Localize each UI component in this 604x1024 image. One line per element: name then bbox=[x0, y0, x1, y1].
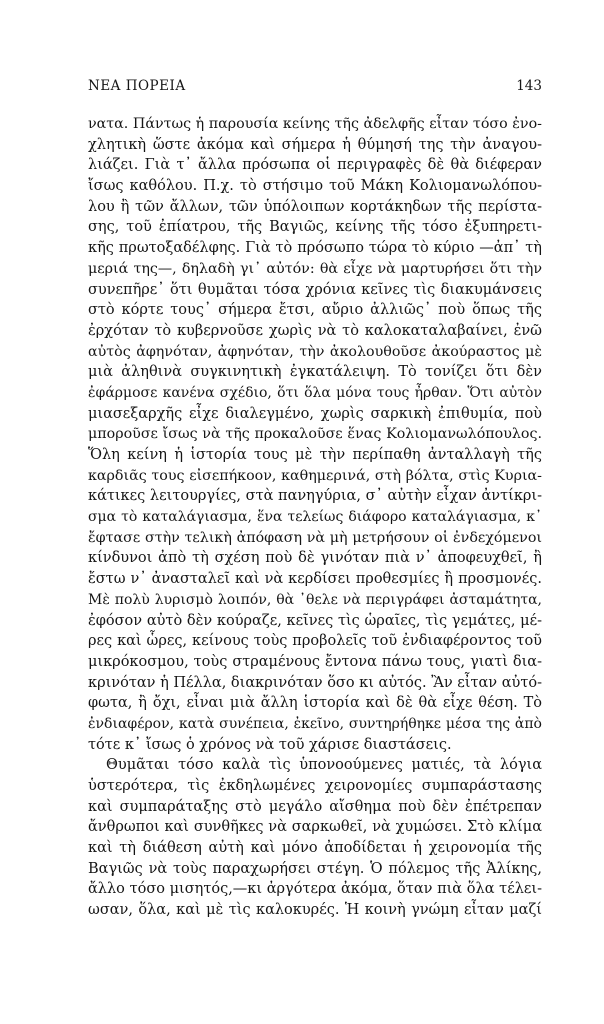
text-line: κῆς πρωτοξαδέλφης. Γιὰ τὸ πρόσωπο τώρα τὸ κύριο —ἀπ᾿ τὴ bbox=[88, 240, 542, 257]
text-line: ἔφτασε στὴν τελικὴ ἀπόφαση νὰ μὴ μετρήσουν οἱ ἐνδεχόμενοι bbox=[88, 529, 542, 546]
text-line: Βαγιῶς νὰ τοὺς παραχωρήσει στέγη. Ὁ πόλεμος τῆς Ἀλίκης, bbox=[88, 860, 542, 877]
text-line: φωτα, ἢ ὄχι, εἶναι μιὰ ἄλλη ἱστορία καὶ δὲ θὰ εἶχε θέση. Τὸ bbox=[88, 695, 542, 712]
text-line: ἔστω ν᾿ ἀνασταλεῖ καὶ νὰ κερδίσει προθεσμίες ἢ προσμονές. bbox=[88, 571, 542, 588]
text-line: κάτικες λειτουργίες, στὰ πανηγύρια, σ᾿ αὐτὴν εἶχαν ἀντίκρι- bbox=[88, 488, 542, 505]
text-line: ἐφάρμοσε κανένα σχέδιο, ὅτι ὅλα μόνα τους ἦρθαν. Ὅτι αὐτὸν bbox=[88, 384, 542, 401]
running-title: ΝΕΑ ΠΟΡΕΙΑ bbox=[88, 78, 186, 94]
body-text bbox=[88, 114, 542, 921]
text-line: στὸ κόρτε τους᾿ σήμερα ἔτσι, αὔριο ἀλλιῶς᾿ ποὺ ὅπως τῆς bbox=[88, 302, 542, 319]
text-line: ωσαν, ὅλα, καὶ μὲ τὶς καλοκυρές. Ἡ κοινὴ γνώμη εἶταν μαζί bbox=[88, 902, 542, 919]
text-line: σμα τὸ καταλάγιασμα, ἕνα τελείως διάφορο καταλάγιασμα, κ᾿ bbox=[88, 509, 542, 526]
text-line: ἐφόσον αὐτὸ δὲν κούραζε, κεῖνες τὶς ὡραῖες, τὶς γεμάτες, μέ- bbox=[88, 612, 542, 629]
text-line: νατα. Πάντως ἡ παρουσία κείνης τῆς ἀδελφῆς εἶταν τόσο ἐνο- bbox=[88, 116, 542, 132]
text-line: καρδιᾶς τους εἰσεπήκοον, καθημερινά, στὴ βόλτα, στὶς Κυρια- bbox=[88, 467, 542, 484]
text-line: ὑστερότερα, τὶς ἐκδηλωμένες χειρονομίες συμπαράστασης bbox=[88, 778, 542, 794]
text-line: ἐρχόταν τὸ κυβερνοῦσε χωρὶς νὰ τὸ καλοκαταλαβαίνει, ἐνῶ bbox=[88, 322, 542, 339]
text-line: κρινόταν ἡ Πέλλα, διακρινόταν ὅσο κι αὐτός. Ἂν εἶταν αὐτό- bbox=[88, 674, 542, 691]
text-line: κίνδυνοι ἀπὸ τὴ σχέση ποὺ δὲ γινόταν πιὰ ν᾿ ἀποφευχθεῖ, ἢ bbox=[88, 550, 542, 567]
text-line: ἄλλο τόσο μισητός,—κι ἀργότερα ἀκόμα, ὅταν πιὰ ὅλα τέλει- bbox=[88, 881, 542, 898]
text-line: χλητικὴ ὥστε ἀκόμα καὶ σήμερα ἡ θύμησή της τὴν ἀναγου- bbox=[88, 136, 542, 153]
running-head bbox=[88, 78, 542, 98]
text-line: μικρόκοσμου, τοὺς στραμένους ἔντονα πάνω τους, γιατὶ δια- bbox=[88, 653, 542, 670]
text-line: τότε κ᾿ ἴσως ὁ χρόνος νὰ τοῦ χάρισε διαστάσεις. bbox=[88, 736, 452, 753]
text-line: Μὲ πολὺ λυρισμὸ λοιπόν, θὰ ᾿θελε νὰ περιγράφει ἀσταμάτητα, bbox=[88, 591, 542, 608]
page-number: 143 bbox=[516, 78, 542, 94]
text-line: ἄνθρωποι καὶ συνθῆκες νὰ σαρκωθεῖ, νὰ χυμώσει. Στὸ κλίμα bbox=[88, 819, 542, 836]
text-line: καὶ τὴ διάθεση αὐτὴ καὶ μόνο ἀποδίδεται ἡ χειρονομία τῆς bbox=[88, 840, 542, 857]
text-line: λιάζει. Γιὰ τ᾿ ἄλλα πρόσωπα οἱ περιγραφὲς δὲ θὰ διέφεραν bbox=[88, 157, 542, 174]
text-line: Θυμᾶται τόσο καλὰ τὶς ὑπονοούμενες ματιές, τὰ λόγια bbox=[106, 757, 542, 774]
text-line: συνεπῆρε᾿ ὅτι θυμᾶται τόσα χρόνια κεῖνες τὶς διακυμάνσεις bbox=[88, 281, 542, 298]
text-line: λου ἢ τῶν ἄλλων, τῶν ὑπόλοιπων κορτάκηδων τῆς περίστα- bbox=[88, 198, 542, 215]
text-line: ἐνδιαφέρον, κατὰ συνέπεια, ἐκεῖνο, συντηρήθηκε μέσα της ἀπὸ bbox=[88, 715, 542, 732]
text-line: μιασεξαρχῆς εἶχε διαλεγμένο, χωρὶς σαρκικὴ ἐπιθυμία, ποὺ bbox=[88, 405, 542, 422]
text-line: μεριά της—, δηλαδὴ γι᾿ αὐτόν: θὰ εἶχε νὰ μαρτυρήσει ὅτι τὴν bbox=[88, 260, 542, 277]
text-line: μποροῦσε ἴσως νὰ τῆς προκαλοῦσε ἕνας Κολιομανωλόπουλος. bbox=[88, 426, 542, 443]
text-line: ρες καὶ ὧρες, κείνους τοὺς προβολεῖς τοῦ ἐνδιαφέροντος τοῦ bbox=[88, 633, 542, 650]
text-line: σης, τοῦ ἐπίατρου, τῆς Βαγιῶς, κείνης τῆς τόσο ἐξυπηρετι- bbox=[88, 219, 542, 236]
text-line: μιὰ ἀληθινὰ συγκινητικὴ ἐγκατάλειψη. Τὸ τονίζει ὅτι δὲν bbox=[88, 364, 542, 381]
text-line: αὐτὸς ἀφηνόταν, ἀφηνόταν, τὴν ἀκολουθοῦσε ἀκούραστος μὲ bbox=[88, 343, 542, 360]
text-line: ἴσως καθόλου. Π.χ. τὸ στήσιμο τοῦ Μάκη Κολιομανωλόπου- bbox=[88, 178, 542, 195]
text-line: Ὅλη κείνη ἡ ἱστορία τους μὲ τὴν περίπαθη ἀνταλλαγὴ τῆς bbox=[88, 447, 542, 463]
text-line: καὶ συμπαράταξης στὸ μεγάλο αἴσθημα ποὺ δὲν ἐπέτρεπαν bbox=[88, 798, 542, 815]
